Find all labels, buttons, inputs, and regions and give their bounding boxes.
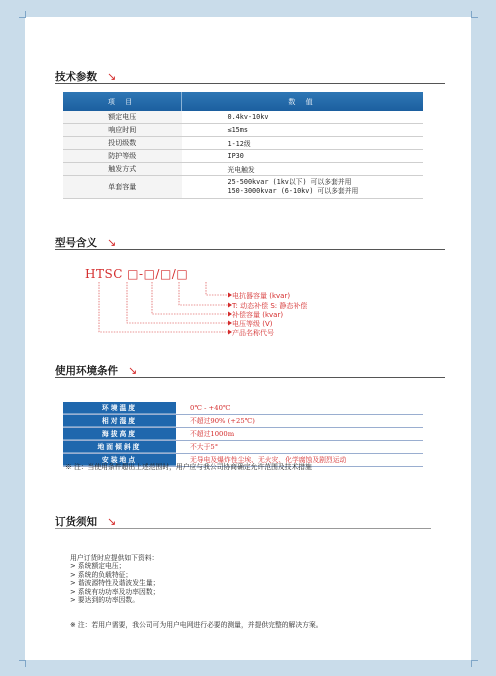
crop-mark: [471, 660, 478, 667]
env-value: 不超过90% (+25℃): [190, 417, 255, 425]
section-title-order: [55, 514, 116, 529]
env-value: 0℃ - +40℃: [190, 404, 231, 412]
spec-header-value: 数 值: [182, 92, 424, 111]
section-title-text: 订货须知: [55, 516, 97, 528]
arrow-icon: ↘: [107, 70, 117, 83]
table-row: [63, 428, 423, 441]
model-label: T: 动态补偿 S: 静态补偿: [232, 302, 308, 310]
arrow-icon: ↘: [107, 515, 117, 528]
env-value: 不大于5°: [190, 443, 219, 451]
table-row: [63, 111, 423, 124]
section-divider: [55, 249, 445, 250]
section-title-spec: [55, 69, 116, 84]
section-title-text: 使用环境条件: [55, 365, 118, 377]
spec-key: 响应时间: [63, 124, 182, 137]
spec-key: 防护等级: [63, 150, 182, 163]
arrow-icon: ↘: [128, 364, 138, 377]
spec-key: 投切级数: [63, 137, 182, 150]
spec-value: IP30: [182, 150, 424, 163]
connector-product: [99, 282, 228, 332]
section-title-text: 技术参数: [55, 71, 97, 83]
model-label: 电压等级 (V): [232, 320, 273, 328]
env-key: 相对湿度: [63, 415, 176, 427]
table-row: [63, 124, 423, 137]
table-row: [63, 415, 423, 428]
env-key: 环境温度: [63, 402, 176, 414]
crop-mark: [19, 660, 26, 667]
env-value: 无导电及爆炸性尘埃、无火灾、化学腐蚀及剧烈运动: [190, 456, 347, 464]
spec-value: ≤15ms: [182, 124, 424, 137]
spec-value-line: 150-3000kvar (6-10kv) 可以多套并用: [227, 187, 359, 195]
order-line: 用户订货时应提供如下资料：: [70, 554, 159, 562]
section-divider: [55, 377, 445, 378]
spec-table-header: [63, 92, 423, 111]
connector-comp-type: [179, 282, 228, 305]
spec-value-line: 25-500kvar (1kv以下) 可以多套并用: [227, 178, 352, 186]
order-line: > 谐波源特性及谐波发生量；: [70, 579, 160, 588]
order-note: ※ 注：若用户需要，我公司可为用户电网进行必要的测量，并提供完整的解决方案。: [70, 621, 323, 629]
arrow-icon: ↘: [107, 236, 117, 249]
env-value: 不超过1000m: [190, 430, 235, 438]
spec-key: 触发方式: [63, 163, 182, 176]
table-row: [63, 441, 423, 454]
spec-table: [63, 92, 423, 199]
crop-mark: [19, 11, 26, 18]
connector-comp-capacity: [152, 282, 228, 314]
table-row: [63, 150, 423, 163]
table-row: [63, 137, 423, 150]
spec-key: 额定电压: [63, 111, 182, 124]
order-line: > 系统额定电压；: [70, 562, 126, 571]
env-key: 海拔高度: [63, 428, 176, 440]
env-note: ※ 注：当使用条件超出上述范围时，用户应与我公司协商确定允许范围及技术措施: [65, 463, 312, 471]
spec-value: [182, 176, 424, 199]
model-label: 电抗器容量 (kvar): [232, 292, 291, 300]
model-label: 补偿容量 (kvar): [232, 311, 284, 319]
table-row: [63, 176, 423, 199]
section-divider: [55, 528, 431, 529]
env-table: [63, 402, 423, 467]
order-line: > 系统有功功率及功率因数；: [70, 587, 160, 596]
connector-voltage: [127, 282, 228, 323]
table-row: [63, 402, 423, 415]
crop-mark: [471, 11, 478, 18]
order-list: [70, 554, 159, 604]
order-line: > 系统的负载特征；: [70, 570, 133, 579]
env-key: 安装地点: [63, 454, 176, 466]
model-code: HTSC □-□/□/□: [85, 267, 189, 281]
model-label: 产品名称代号: [232, 329, 274, 337]
section-divider: [55, 83, 445, 84]
document-page: [25, 17, 471, 660]
env-key: 地面倾斜度: [63, 441, 176, 453]
spec-key: 单套容量: [63, 176, 182, 199]
spec-value: 0.4kv-10kv: [182, 111, 424, 124]
section-title-env: [55, 363, 137, 378]
section-title-text: 型号含义: [55, 237, 97, 249]
model-diagram: [85, 267, 405, 357]
spec-header-item: 项 目: [63, 92, 182, 111]
order-line: > 要达到的功率因数。: [70, 596, 140, 605]
connector-reactor: [206, 282, 228, 295]
spec-value: 光电触发: [182, 163, 424, 176]
table-row: [63, 163, 423, 176]
section-title-model: [55, 235, 116, 250]
spec-value: 1-12级: [182, 137, 424, 150]
